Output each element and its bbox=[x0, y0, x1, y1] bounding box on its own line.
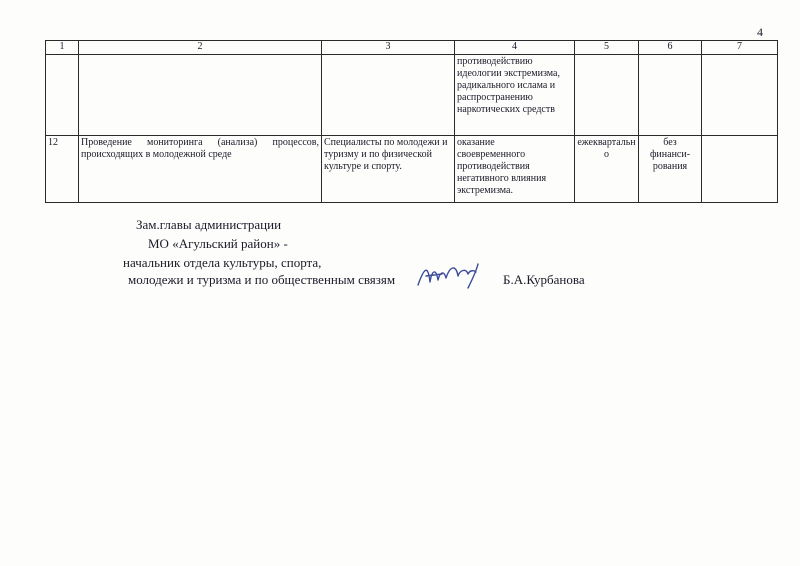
signatory-position-line-1: Зам.главы администрации bbox=[136, 217, 282, 232]
signatory-position-line-2: МО «Агульский район» - bbox=[148, 236, 288, 251]
executors-cell bbox=[322, 55, 455, 136]
activity-cell bbox=[79, 55, 322, 136]
column-header-7: 7 bbox=[702, 41, 778, 55]
column-header-6: 6 bbox=[639, 41, 702, 55]
activities-table bbox=[45, 40, 778, 203]
signatory-name: Б.А.Курбанова bbox=[503, 272, 585, 287]
activity-cell: Проведение мониторинга (анализа) процессов, происходящих в молодежной среде bbox=[79, 136, 322, 203]
column-header-3: 3 bbox=[322, 41, 455, 55]
column-header-5: 5 bbox=[575, 41, 639, 55]
signatory-position-line-3: начальник отдела культуры, спорта, bbox=[123, 255, 322, 270]
signatory-position-line-4: молодежи и туризма и по общественным связям bbox=[128, 272, 396, 287]
financing-cell: без финанси- рования bbox=[639, 136, 702, 203]
table-header-row bbox=[46, 41, 778, 55]
result-cell: оказание своевременного противодействия негативного влияния экстремизма. bbox=[455, 136, 575, 203]
note-cell bbox=[702, 136, 778, 203]
term-cell: ежеквартально bbox=[575, 136, 639, 203]
handwritten-signature bbox=[412, 258, 492, 292]
column-header-2: 2 bbox=[79, 41, 322, 55]
page-number: 4 bbox=[757, 25, 763, 39]
column-header-1: 1 bbox=[46, 41, 79, 55]
note-cell bbox=[702, 55, 778, 136]
executors-cell: Специалисты по молодежи и туризму и по физической культуре и спорту. bbox=[322, 136, 455, 203]
table-row bbox=[46, 136, 778, 203]
column-header-4: 4 bbox=[455, 41, 575, 55]
table-row bbox=[46, 55, 778, 136]
result-cell: противодействию идеологии экстремизма, радикального ислама и распространению наркотических средств bbox=[455, 55, 575, 136]
row-number: 12 bbox=[46, 136, 79, 203]
term-cell bbox=[575, 55, 639, 136]
financing-cell bbox=[639, 55, 702, 136]
row-number bbox=[46, 55, 79, 136]
